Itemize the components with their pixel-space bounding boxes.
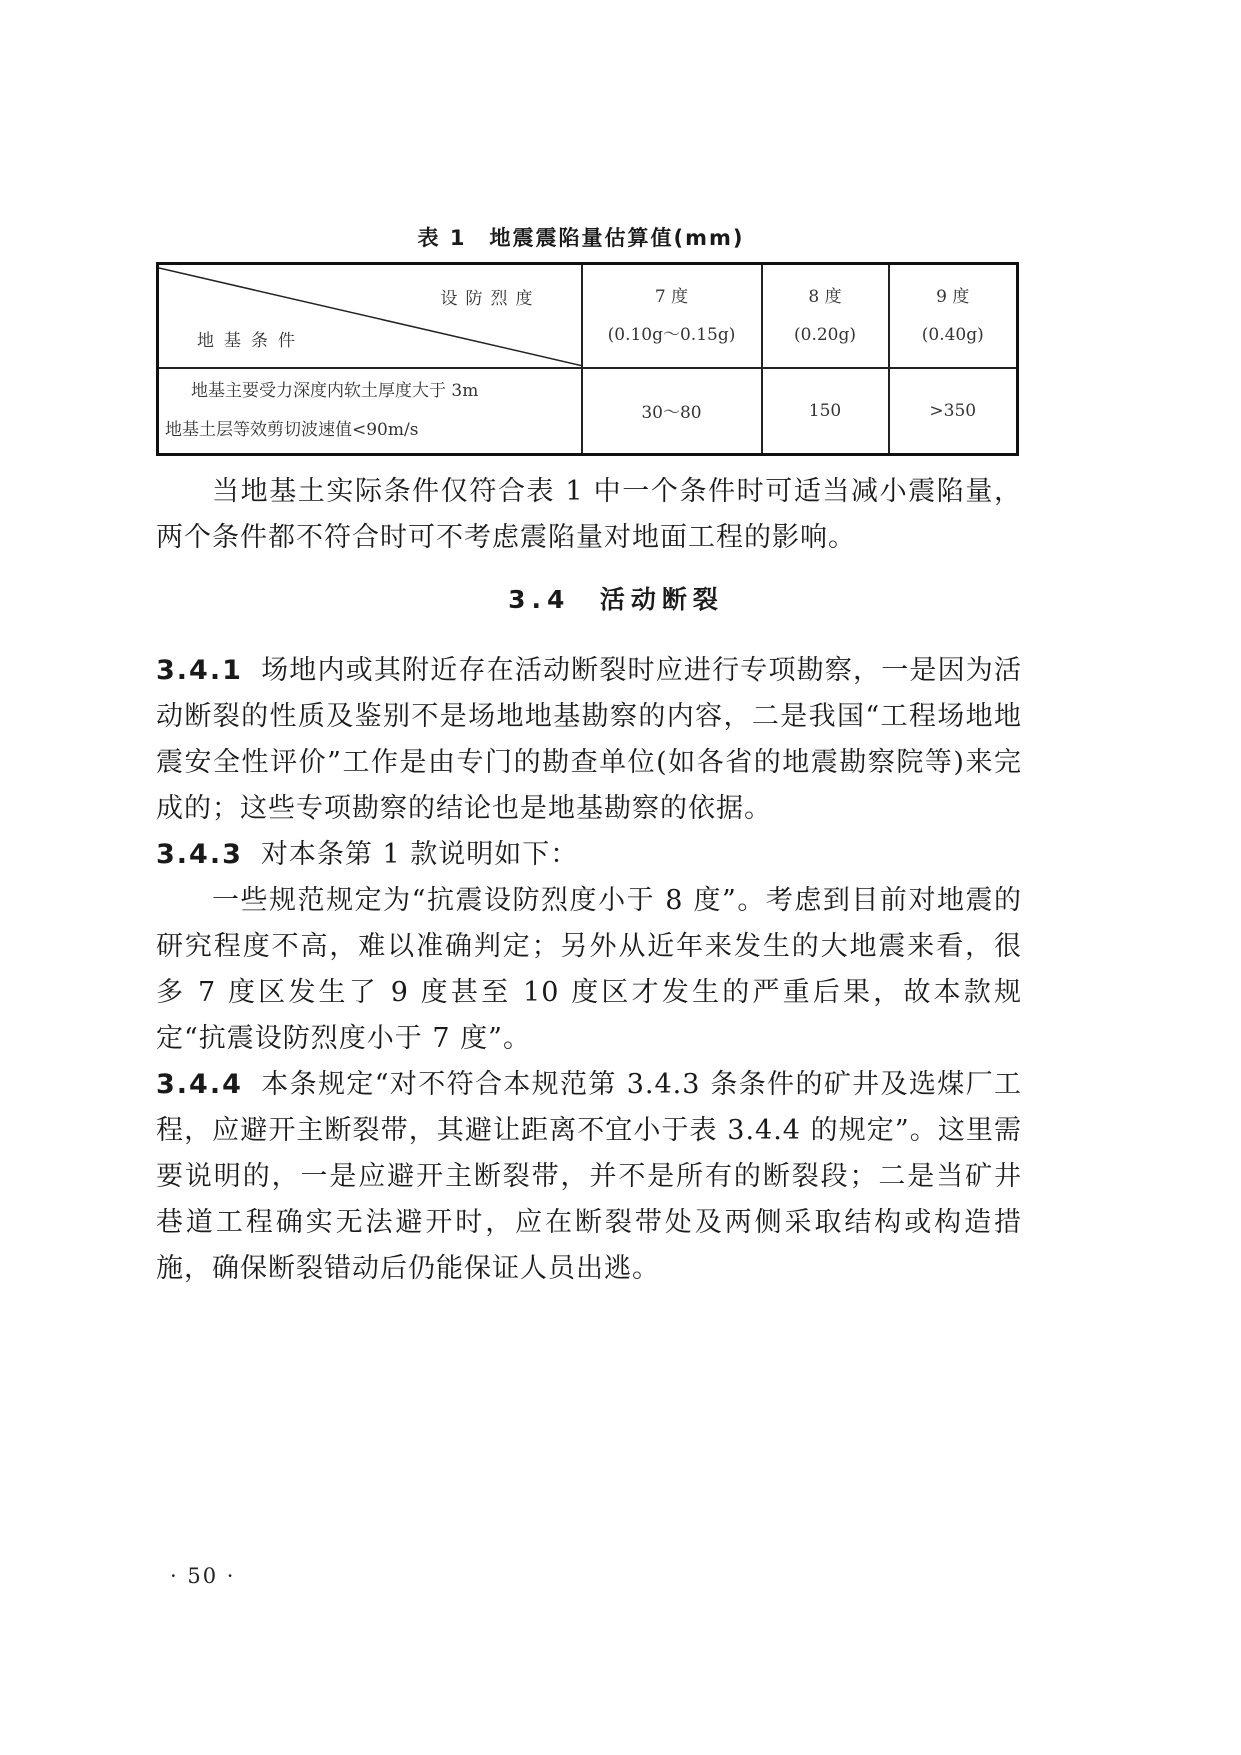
- column-header-9: [889, 264, 1018, 368]
- clause-3-4-1: [156, 648, 1022, 832]
- section-heading: [0, 580, 1232, 616]
- clause-3-4-4: [156, 1062, 1022, 1292]
- column-sub: (0.20g): [794, 324, 856, 345]
- paragraph-after-table: 当地基土实际条件仅符合表 1 中一个条件时可适当减小震陷量，两个条件都不符合时可不考虑震陷量对地面工程的影响。: [156, 476, 1022, 553]
- header-intensity-label: 设防烈度: [440, 288, 541, 309]
- condition-cell: [158, 368, 582, 455]
- clause-text: 对本条第 1 款说明如下：: [260, 839, 579, 870]
- column-sub: (0.10g～0.15g): [607, 324, 736, 345]
- value-cell-9: >350: [889, 368, 1018, 455]
- condition-line: 地基土层等效剪切波速值<90m/s: [165, 419, 419, 440]
- column-label: 7 度: [654, 286, 689, 307]
- section-number: 3.4: [508, 585, 571, 614]
- column-header-7: [582, 264, 762, 368]
- clause-number: 3.4.3: [156, 839, 243, 870]
- clause-number: 3.4.4: [156, 1069, 243, 1100]
- column-label: 9 度: [936, 286, 970, 307]
- seismic-subsidence-table: [156, 262, 1016, 453]
- clause-3-4-3-body: 一些规范规定为“抗震设防烈度小于 8 度”。考虑到目前对地震的研究程度不高，难以准确判定；另外从近年来发生的大地震来看，很多 7 度区发生了 9 度甚至 10 度区才发生的严重后果，故本款规定“抗震设防烈度小于 7 度”。: [156, 885, 1022, 1054]
- diagonal-header-cell: [158, 264, 582, 368]
- value-cell-7: 30～80: [582, 368, 762, 455]
- clause-text: 本条规定“对不符合本规范第 3.4.3 条条件的矿井及选煤厂工程，应避开主断裂带，其避让距离不宜小于表 3.4.4 的规定”。这里需要说明的，一是应避开主断裂带，并不是所有的断裂段；二是当矿井巷道工程确实无法避开时，应在断裂带处及两侧采取结构或构造措施，确保断裂错动后仍能保证人员出逃。: [156, 1069, 1022, 1284]
- clause-number: 3.4.1: [156, 655, 243, 686]
- table-caption: 表 1 地震震陷量估算值(mm): [417, 226, 745, 250]
- diagonal-line: [159, 266, 583, 366]
- header-condition-label: 地基条件: [197, 330, 305, 351]
- column-sub: (0.40g): [921, 324, 984, 345]
- clause-text: 场地内或其附近存在活动断裂时应进行专项勘察，一是因为活动断裂的性质及鉴别不是场地地基勘察的内容，二是我国“工程场地地震安全性评价”工作是由专门的勘查单位(如各省的地震勘察院等)来完成的；这些专项勘察的结论也是地基勘察的依据。: [156, 655, 1022, 824]
- column-label: 8 度: [808, 286, 842, 307]
- condition-line: 地基主要受力深度内软土厚度大于 3m: [191, 380, 479, 401]
- page-number: · 50 ·: [170, 1564, 236, 1588]
- value-cell-8: 150: [762, 368, 889, 455]
- clause-3-4-3: [156, 832, 1022, 878]
- section-title: 活动断裂: [599, 585, 724, 614]
- column-header-8: [762, 264, 889, 368]
